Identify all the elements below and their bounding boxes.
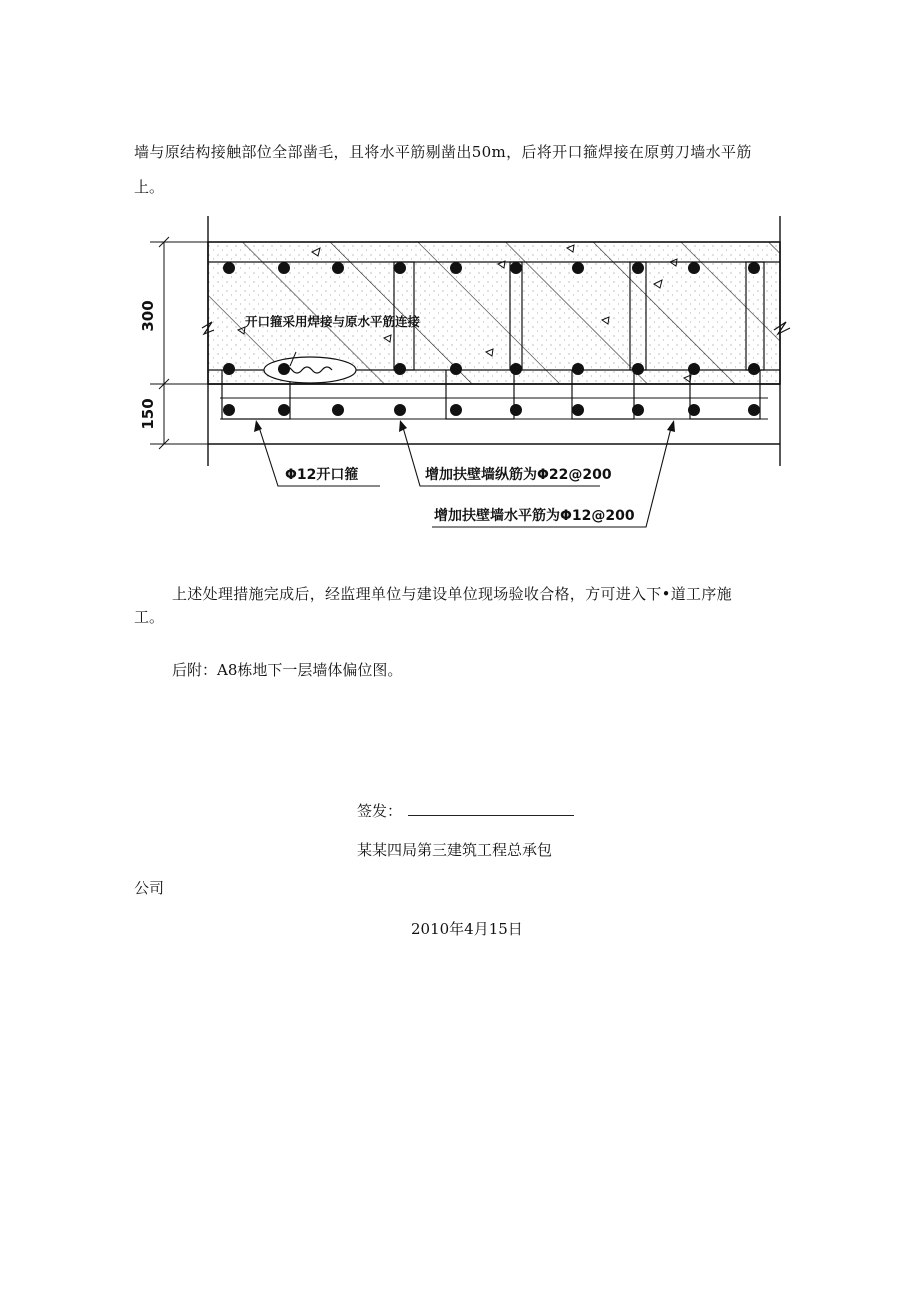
organization-name-cont: 公司 [134, 879, 165, 897]
signature-row [357, 801, 574, 821]
attachment-note: 后附：A8栋地下一层墙体偏位图。 [172, 661, 403, 679]
weld-note-label: 开口箍采用焊接与原水平筋连接 [245, 314, 421, 329]
rebar-section-diagram [0, 0, 920, 560]
paragraph-line: 工。 [134, 608, 165, 626]
dimension-150: 150 [139, 398, 157, 430]
paragraph-line: 上。 [134, 178, 165, 196]
document-date: 2010年4月15日 [411, 920, 523, 938]
paragraph-line: 上述处理措施完成后，经监理单位与建设单位现场验收合格，方可进入下•道工序施 [172, 585, 732, 603]
sign-label: 签发： [357, 802, 403, 820]
weld-detail-ellipse [264, 357, 356, 383]
label-open-stirrup: Φ12开口箍 [285, 467, 359, 483]
signature-blank-line [408, 801, 574, 816]
dimension-300: 300 [139, 300, 157, 332]
paragraph-line: 墙与原结构接触部位全部凿毛，且将水平筋剔凿出50m，后将开口箍焊接在原剪刀墙水平筋 [134, 143, 752, 161]
dimension-line [150, 237, 214, 449]
organization-name: 某某四局第三建筑工程总承包 [357, 841, 553, 859]
label-horizontal-rebar: 增加扶壁墙水平筋为Φ12@200 [434, 508, 635, 524]
label-vertical-rebar: 增加扶壁墙纵筋为Φ22@200 [425, 467, 612, 483]
